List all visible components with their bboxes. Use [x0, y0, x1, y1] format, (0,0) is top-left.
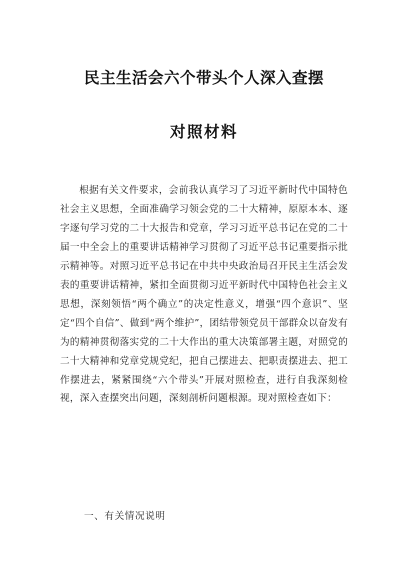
- body-paragraph: 根据有关文件要求，会前我认真学习了习近平新时代中国特色社会主义思想，全面准确学习领会党的二十大精神，原原本本、逐字逐句学习党的二十大报告和党章，学习习近平总书记在党的二十届一中全会上的重要讲话精神学习贯彻了习近平总书记重要指示批示精神等。对照习近平总书记在中共中央政治局召开民主生活会发表的重要讲话精神，紧扣全面贯彻习近平新时代中国特色社会主义思想，深刻领悟“两个确立”的决定性意义，增强“四个意识”、坚定“四个自信”、做到“两个维护”，团结带领党员干部群众以奋发有为的精神贯彻落实党的二十大作出的重大决策部署主题，对照党的二十大精神和党章党规党纪，把自己摆进去、把职责摆进去、把工作摆进去，紧紧围绕“六个带头”开展对照检查，进行自我深刻检视，深入查摆突出问题，深刻剖析问题根源。现对照检查如下：: [60, 185, 348, 405]
- document-subtitle: 对照材料: [169, 123, 238, 141]
- section-heading: 一、有关情况说明: [84, 511, 166, 522]
- document-title: 民主生活会六个带头个人深入查摆: [83, 69, 324, 87]
